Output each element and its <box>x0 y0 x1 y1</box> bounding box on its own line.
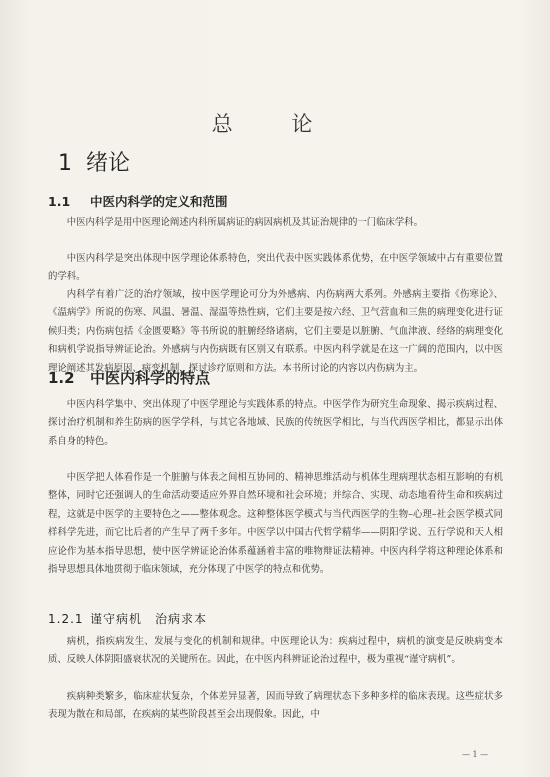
paragraph-characteristics: 中医内科学集中、突出体现了中医学理论与实践体系的特点。中医学作为研究生命现象、揭示疾病过程、探讨治疗机制和养生防病的医学学科，与其它各地域、民族的传统医学相比，与当代西医学相比，都显示出体系自身的特色。 <box>48 399 503 447</box>
section-heading-1-1 <box>48 192 228 210</box>
paragraph-pathogenesis: 病机，指疾病发生、发展与变化的机制和规律。中医理论认为：疾病过程中，病机的演变是反映病变本质、反映人体阴阳盛衰状况的关键所在。因此，在中医内科辨证论治过程中，极为重视“谨守病机”。 <box>48 636 503 666</box>
subsection-number: 1.2.1 <box>48 612 84 626</box>
chapter-heading <box>58 146 130 177</box>
section-heading-1-2 <box>48 367 210 388</box>
part-title: 总 论 <box>211 112 339 136</box>
section-title: 中医内科学的定义和范围 <box>90 194 228 209</box>
paragraph-symptoms: 疾病种类繁多，临床症状复杂，个体差异显著，因而导致了病理状态下多种多样的临床表现。这些症状多表现为散在和局部，在疾病的某些阶段甚至会出现假象。因此，中 <box>48 691 503 721</box>
section-number: 1.2 <box>48 369 75 387</box>
subsection-heading-1-2-1 <box>48 610 207 627</box>
subsection-title: 谨守病机 治病求本 <box>90 612 208 626</box>
chapter-title: 绪论 <box>86 151 131 176</box>
section-title: 中医内科学的特点 <box>90 369 211 387</box>
paragraph-holism: 中医学把人体看作是一个脏腑与体表之间相互协同的、精神思维活动与机体生理病理状态相互影响的有机整体，同时它还强调人的生命活动要适应外界自然环境和社会环境；并综合、实现、动态地看待生命和疾病过程，这就是中医学的主要特色之——整体观念。这种整体医学模式与当代西医学的生物–心理–社会医学模式同样科学先进，而它比后者的产生早了两千多年。中医学以中国古代哲学精华——阴阳学说、五行学说和天人相应论作为基本指导思想，使中医学辨证论治体系蕴涵着丰富的唯物辩证法精神。中医内科学将这种理论体系和指导思想具体地贯彻于临床领域，充分体现了中医学的特点和优势。 <box>48 472 503 576</box>
paragraph-definition: 中医内科学是用中医理论阐述内科所属病证的病因病机及其证治规律的一门临床学科。 <box>66 217 424 228</box>
paragraph-importance: 中医内科学是突出体现中医学理论体系特色，突出代表中医实践体系优势，在中医学领域中占有重要位置的学科。 <box>48 253 503 283</box>
chapter-number: 1 <box>58 151 72 176</box>
page-number: — 1 — <box>462 750 489 759</box>
section-number: 1.1 <box>48 194 71 209</box>
paragraph-scope: 内科学有着广泛的治疗领域，按中医学理论可分为外感病、内伤病两大系列。外感病主要指《伤寒论》、《温病学》所说的伤寒、风温、暑温、湿温等热性病，它们主要是按六经、卫气营血和三焦的病理变化进行证候归类；内伤病包括《金匮要略》等书所说的脏腑经络诸病，它们主要是以脏腑、气血津液、经络的病理变化和病机学说指导辨证论治。外感病与内伤病既有区别又有联系。中医内科学就是在这一广阔的范围内，以中医理论阐述其发病原因、病变机制，探讨诊疗原则和方法。本书所讨论的内容以内伤病为主。 <box>48 289 503 374</box>
